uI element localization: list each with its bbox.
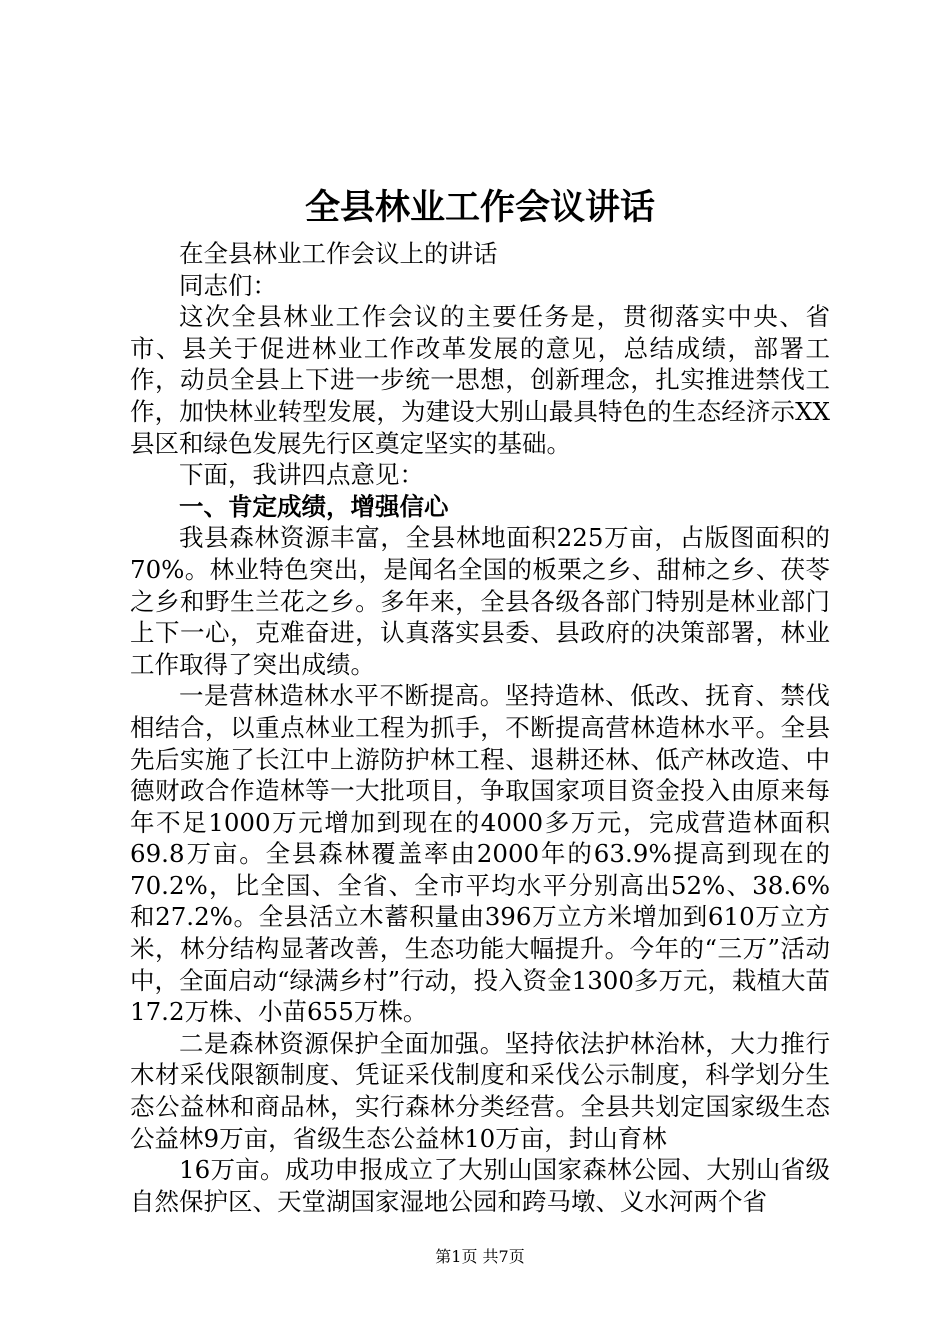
paragraph-purpose: 这次全县林业工作会议的主要任务是，贯彻落实中央、省市、县关于促进林业工作改革发展的意见，总结成绩，部署工作，动员全县上下进一步统一思想，创新理念，扎实推进禁伐工作，加快林业转型发展，为建设大别山最具特色的生态经济示XX县区和绿色发展先行区奠定坚实的基础。 [130,302,830,458]
paragraph-salutation: 同志们： [179,270,277,300]
document-page [130,0,830,1344]
paragraph-subtitle: 在全县林业工作会议上的讲话 [179,239,498,268]
paragraph-point-2: 二是森林资源保护全面加强。坚持依法护林治林，大力推行木材采伐限额制度、凭证采伐制度和采伐公示制度，科学划分生态公益林和商品林，实行森林分类经营。全县共划定国家级生态公益林9万亩，省级生态公益林10万亩，封山育林 [130,1028,830,1153]
paragraph-continued: 16万亩。成功申报成立了大别山国家森林公园、大别山省级自然保护区、天堂湖国家湿地公园和跨马墩、义水河两个省 [130,1155,830,1216]
document-title: 全县林业工作会议讲话 [304,188,655,228]
page-footer: 第1页 共7页 [435,1247,525,1266]
section-heading-1: 一、肯定成绩，增强信心 [179,491,449,521]
paragraph-overview: 我县森林资源丰富，全县林地面积225万亩，占版图面积的70%。林业特色突出，是闻名全国的板栗之乡、甜柿之乡、茯苓之乡和野生兰花之乡。多年来，全县各级各部门特别是林业部门上下一心，克难奋进，认真落实县委、县政府的决策部署，林业工作取得了突出成绩。 [130,523,830,679]
paragraph-point-1: 一是营林造林水平不断提高。坚持造林、低改、抚育、禁伐相结合，以重点林业工程为抓手，不断提高营林造林水平。全县先后实施了长江中上游防护林工程、退耕还林、低产林改造、中德财政合作造林等一大批项目，争取国家项目资金投入由原来每年不足1000万元增加到现在的4000多万元，完成营造林面积69.8万亩。全县森林覆盖率由2000年的63.9%提高到现在的70.2%，比全国、全省、全市平均水平分别高出52%、38.6%和27.2%。全县活立木蓄积量由396万立方米增加到610万立方米，林分结构显著改善，生态功能大幅提升。今年的“三万”活动中，全面启动“绿满乡村”行动，投入资金1300多万元，栽植大苗17.2万株、小苗655万株。 [130,681,830,1027]
paragraph-intro: 下面，我讲四点意见： [179,460,424,490]
document-body [130,238,830,1217]
